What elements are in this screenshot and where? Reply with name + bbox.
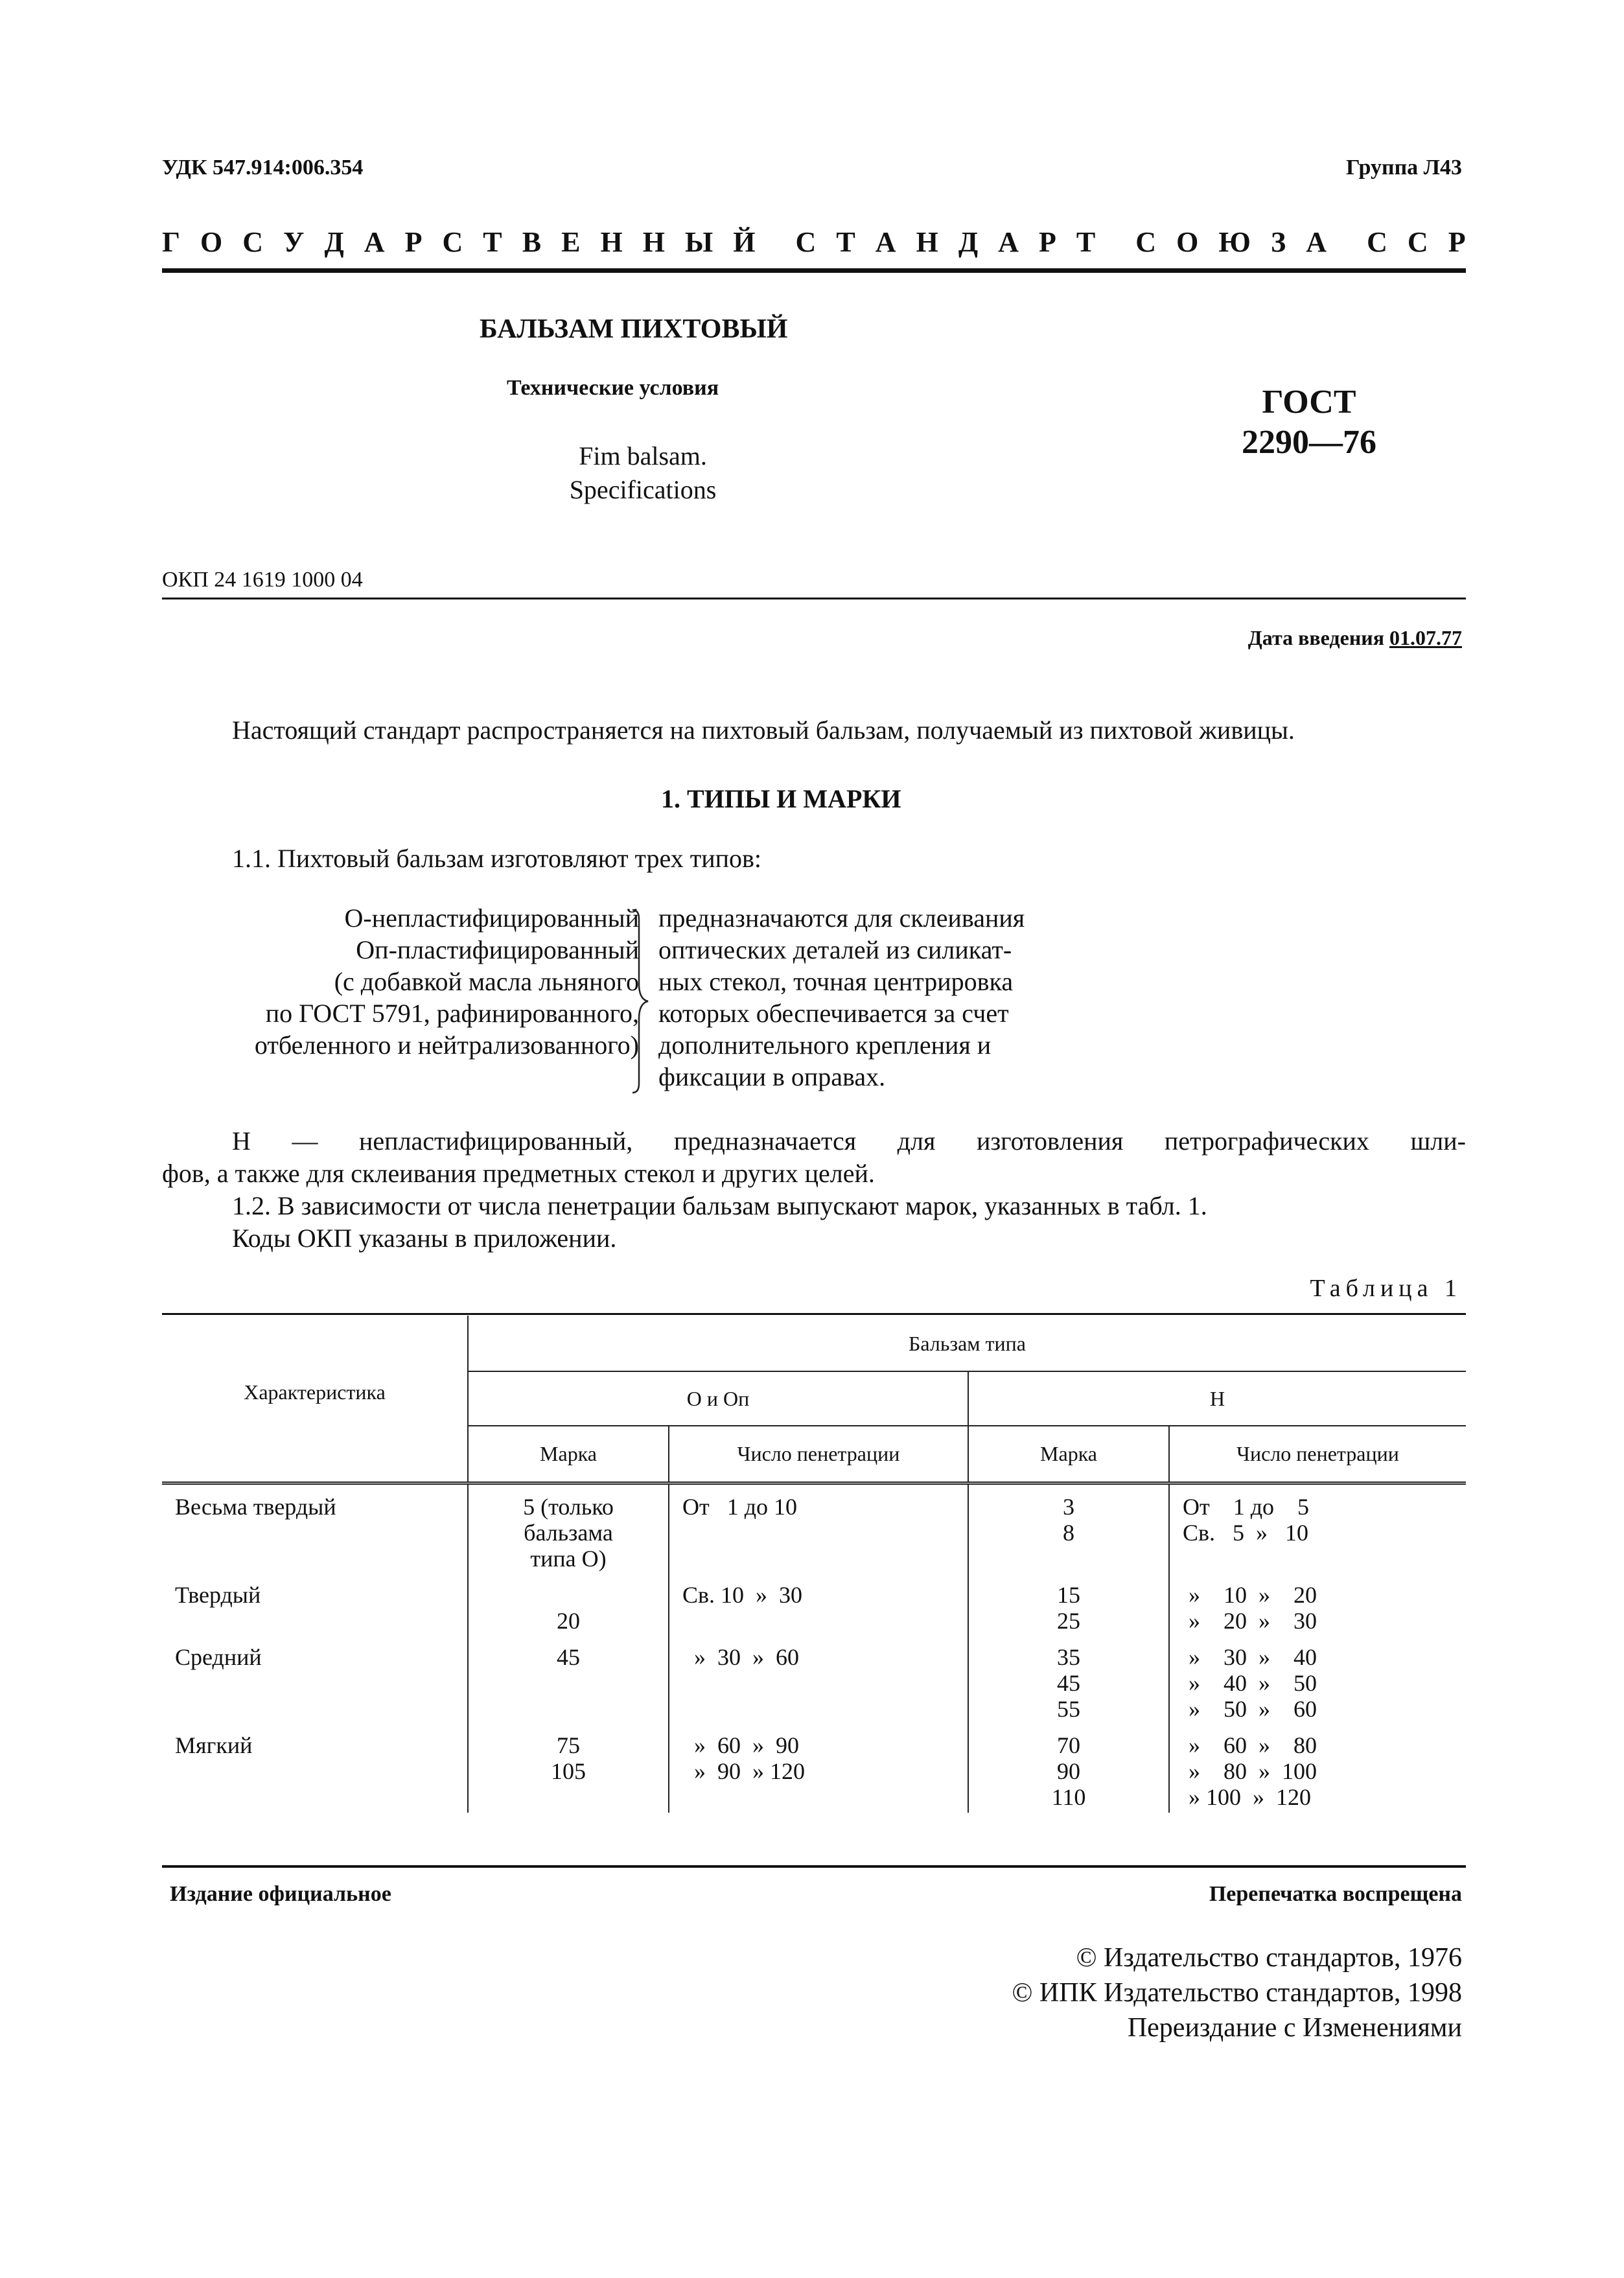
- banner-letter: А: [998, 226, 1019, 258]
- banner-letter: Т: [483, 226, 502, 258]
- copyright-1976: © Издательство стандартов, 1976: [1076, 1943, 1462, 1973]
- header-mark-h: Марка: [968, 1426, 1169, 1483]
- banner-letter: С: [795, 226, 817, 258]
- english-title: [559, 439, 727, 507]
- table-caption: Таблица 1: [1310, 1275, 1462, 1302]
- okp-code: ОКП 24 1619 1000 04: [162, 568, 363, 592]
- table-row: [162, 1726, 1466, 1813]
- header-rule: [162, 268, 1466, 273]
- row-mark-h: 15 25: [968, 1575, 1169, 1638]
- banner-letter: Й: [733, 226, 756, 258]
- header-mark-o: Марка: [468, 1426, 669, 1483]
- banner-letter: Н: [642, 226, 665, 258]
- row-penetration-h: От 1 до 5 Св. 5 » 10: [1169, 1483, 1466, 1575]
- types-purpose: предназначаются для склеивания оптических деталей из силикат- ных стекол, точная центрировка которых обеспечивается за счет дополнительного крепления и фиксации в оправах.: [658, 903, 1025, 1091]
- udk-code: УДК 547.914:006.354: [162, 156, 364, 180]
- banner-letter: З: [1270, 226, 1286, 258]
- gost-code: 2290—76: [1242, 424, 1376, 461]
- okp-rule: [162, 598, 1466, 599]
- brace-icon: [630, 907, 656, 1095]
- banner-letter: Р: [404, 226, 423, 258]
- row-mark-h: 70 90 110: [968, 1726, 1169, 1813]
- table-row: [162, 1638, 1466, 1726]
- copyright-block: [1012, 1940, 1462, 2045]
- header-penetration-o: Число пенетрации: [669, 1426, 968, 1483]
- banner-letter: Д: [324, 226, 344, 258]
- banner-letter: Р: [1448, 226, 1466, 258]
- banner-letter: Д: [958, 226, 979, 258]
- state-standard-banner: [162, 226, 1466, 259]
- row-penetration-o: » 60 » 90 » 90 » 120: [669, 1726, 968, 1813]
- gost-number: [1225, 382, 1393, 463]
- english-title-line1: Fim balsam.: [579, 441, 707, 471]
- row-mark-o: 45: [468, 1638, 669, 1726]
- okp-codes-note: Коды ОКП указаны в приложении.: [232, 1224, 617, 1253]
- row-penetration-h: » 30 » 40 » 40 » 50 » 50 » 60: [1169, 1638, 1466, 1726]
- row-characteristic: Твердый: [175, 1581, 261, 1608]
- document-subtitle: Технические условия: [507, 376, 719, 400]
- banner-letter: А: [875, 226, 896, 258]
- header-penetration-h: Число пенетрации: [1169, 1426, 1466, 1483]
- banner-letter: Е: [561, 226, 581, 258]
- effective-date-label: Дата введения: [1247, 626, 1384, 649]
- row-mark-h: 35 45 55: [968, 1638, 1169, 1726]
- copyright-1998: © ИПК Издательство стандартов, 1998: [1012, 1978, 1462, 2008]
- section-heading: 1. ТИПЫ И МАРКИ: [661, 784, 901, 813]
- type-h-line2: фов, а также для склеивания предметных стекол и других целей.: [162, 1159, 875, 1188]
- types-list: О-непластифицированный Оп-пластифицированный (с добавкой масла льняного по ГОСТ 5791, рафинированного, отбеленного и нейтрализованного): [254, 903, 639, 1060]
- banner-letter: С: [1367, 226, 1387, 258]
- banner-letter: Г: [162, 226, 180, 258]
- official-edition: Издание официальное: [170, 1882, 391, 1906]
- banner-letter: С: [242, 226, 264, 258]
- banner-letter: Т: [1076, 226, 1096, 258]
- row-mark-o: 5 (только бальзама типа О): [468, 1483, 669, 1575]
- table-1: [162, 1316, 1466, 1813]
- banner-letter: О: [1176, 226, 1199, 258]
- banner-letter: Р: [1038, 226, 1056, 258]
- banner-letter: С: [442, 226, 463, 258]
- row-penetration-h: » 10 » 20 » 20 » 30: [1169, 1575, 1466, 1638]
- banner-letter: А: [1306, 226, 1327, 258]
- row-penetration-o: Св. 10 » 30: [669, 1575, 968, 1638]
- header-group-o-op: О и Оп: [468, 1371, 968, 1426]
- english-title-line2: Specifications: [569, 475, 717, 504]
- header-characteristic: Характеристика: [244, 1380, 386, 1404]
- banner-letter: С: [1135, 226, 1157, 258]
- reprint-notice: Перепечатка воспрещена: [1209, 1882, 1462, 1906]
- clause-1-1: 1.1. Пихтовый бальзам изготовляют трех типов:: [232, 844, 762, 873]
- row-characteristic: Средний: [175, 1644, 262, 1670]
- row-mark-o: 75 105: [468, 1726, 669, 1813]
- footer-rule: [162, 1865, 1466, 1868]
- row-penetration-h: » 60 » 80 » 80 » 100 » 100 » 120: [1169, 1726, 1466, 1813]
- banner-letter: О: [200, 226, 223, 258]
- banner-letter: Т: [836, 226, 855, 258]
- row-characteristic: Мягкий: [175, 1732, 253, 1758]
- intro-paragraph: Настоящий стандарт распространяется на пихтовый бальзам, получаемый из пихтовой живицы.: [232, 715, 1295, 745]
- effective-date: [1248, 626, 1462, 650]
- row-mark-o: 20: [468, 1575, 669, 1638]
- table-row: [162, 1483, 1466, 1575]
- group-code: Группа Л43: [1346, 156, 1462, 180]
- banner-letter: Ю: [1218, 226, 1251, 258]
- banner-letter: У: [283, 226, 305, 258]
- banner-letter: В: [522, 226, 542, 258]
- document-title: БАЛЬЗАМ ПИХТОВЫЙ: [480, 314, 788, 344]
- banner-letter: Н: [916, 226, 938, 258]
- banner-letter: А: [364, 226, 385, 258]
- gost-label: ГОСТ: [1262, 384, 1356, 421]
- row-mark-h: 3 8: [968, 1483, 1169, 1575]
- clause-1-2: 1.2. В зависимости от числа пенетрации бальзам выпускают марок, указанных в табл. 1.: [232, 1191, 1207, 1220]
- reissue-note: Переиздание с Изменениями: [1127, 2013, 1462, 2043]
- banner-letter: С: [1407, 226, 1428, 258]
- effective-date-value: 01.07.77: [1389, 626, 1462, 649]
- banner-letter: Н: [600, 226, 623, 258]
- banner-letter: Ы: [685, 226, 713, 258]
- table-row: [162, 1575, 1466, 1638]
- type-h-line1: Н — непластифицированный, предназначается для изготовления петрографических шли-: [232, 1126, 1466, 1156]
- table-top-rule: [162, 1313, 1466, 1315]
- row-penetration-o: От 1 до 10: [669, 1483, 968, 1575]
- row-characteristic: Весьма твердый: [175, 1493, 336, 1520]
- header-group-h: Н: [968, 1371, 1466, 1426]
- row-penetration-o: » 30 » 60: [669, 1638, 968, 1726]
- header-balsam-type: Бальзам типа: [468, 1316, 1466, 1371]
